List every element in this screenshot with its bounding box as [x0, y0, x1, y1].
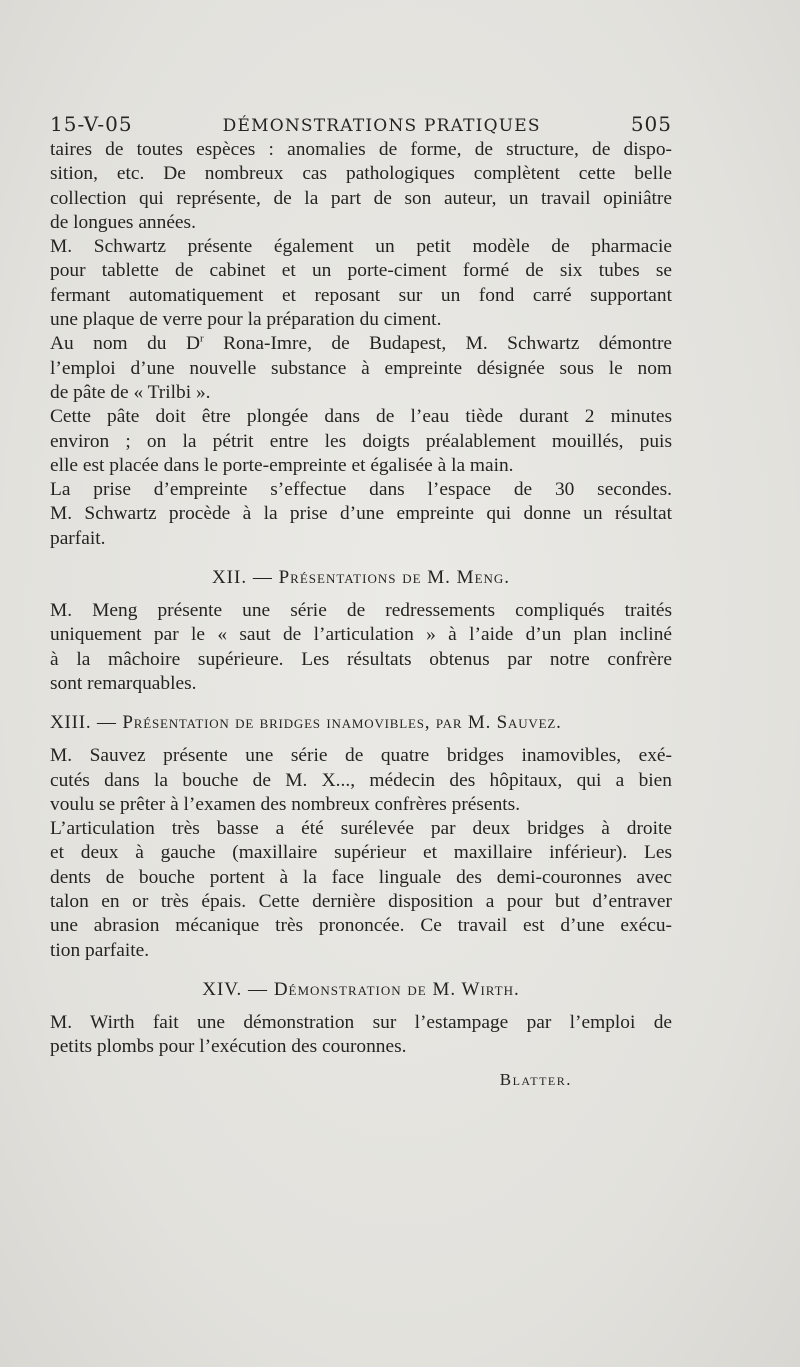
- text-line: environ ; on la pétrit entre les doigts préalablement mouillés, puis: [50, 430, 672, 452]
- text-line: de pâte de « Trilbi ».: [50, 381, 211, 403]
- page-number: 505: [630, 112, 672, 136]
- text-line: petits plombs pour l’exécution des couronnes.: [50, 1036, 407, 1058]
- superscript: r: [199, 332, 204, 345]
- text-line: sont remarquables.: [50, 672, 197, 694]
- heading-title: Présentations de M. Meng.: [278, 567, 511, 589]
- paragraph: [50, 405, 672, 478]
- text-line: une abrasion mécanique très prononcée. Ce travail est d’une exécu-: [50, 915, 672, 937]
- heading-number: XII. —: [211, 567, 279, 589]
- text-line: M. Sauvez présente une série de quatre bridges inamovibles, exé-: [50, 745, 672, 767]
- paragraph: [50, 235, 672, 332]
- text-fragment: Rona-Imre, de Budapest, M. Schwartz démontre: [203, 333, 673, 355]
- running-title: DÉMONSTRATIONS PRATIQUES: [222, 116, 541, 136]
- text-line: parfait.: [50, 527, 106, 549]
- text-line: l’emploi d’une nouvelle substance à empreinte désignée sous le nom: [50, 357, 672, 379]
- section-heading-xiv: [50, 979, 672, 1001]
- text-line: taires de toutes espèces : anomalies de forme, de structure, de dispo-: [50, 139, 672, 160]
- text-line: uniquement par le « saut de l’articulation » à l’aide d’un plan incliné: [50, 624, 672, 646]
- paragraph: [50, 478, 672, 551]
- text-fragment: Au nom du D: [50, 333, 200, 355]
- paragraph: [50, 138, 672, 235]
- author-signature: Blatter.: [499, 1069, 572, 1089]
- text-line: elle est placée dans le porte-empreinte et égalisée à la main.: [50, 454, 514, 476]
- text-line: collection qui représente, de la part de son auteur, un travail opiniâtre: [50, 187, 672, 209]
- text-line: La prise d’empreinte s’effectue dans l’espace de 30 secondes.: [50, 479, 672, 501]
- text-line: et deux à gauche (maxillaire supérieur et maxillaire inférieur). Les: [50, 842, 672, 864]
- text-line: sition, etc. De nombreux cas pathologiques complètent cette belle: [50, 163, 672, 185]
- text-block: [50, 112, 672, 1090]
- heading-title: Présentation de bridges inamovibles, par M. Sauvez.: [122, 712, 562, 734]
- text-line: M. Wirth fait une démonstration sur l’estampage par l’emploi de: [50, 1011, 672, 1033]
- text-line: [50, 332, 672, 356]
- section-heading-xiii: [50, 712, 672, 734]
- page-date: 15-V-05: [50, 112, 133, 136]
- heading-number: XIV. —: [202, 978, 274, 1000]
- text-line: L’articulation très basse a été surélevée par deux bridges à droite: [50, 818, 672, 840]
- text-line: dents de bouche portent à la face linguale des demi-couronnes avec: [50, 866, 672, 888]
- text-line: voulu se prêter à l’examen des nombreux confrères présents.: [50, 793, 521, 815]
- section-heading-xii: [50, 567, 672, 589]
- text-line: M. Schwartz procède à la prise d’une empreinte qui donne un résultat: [50, 503, 672, 525]
- text-line: pour tablette de cabinet et un porte-ciment formé de six tubes se: [50, 260, 672, 282]
- heading-title: Démonstration de M. Wirth.: [273, 978, 520, 1000]
- paragraph: [50, 332, 672, 405]
- text-line: talon en or très épais. Cette dernière disposition a pour but d’entraver: [50, 891, 672, 913]
- paragraph: [50, 817, 672, 963]
- text-line: à la mâchoire supérieure. Les résultats obtenus par notre confrère: [50, 648, 672, 670]
- text-line: cutés dans la bouche de M. X..., médecin des hôpitaux, qui a bien: [50, 769, 672, 791]
- text-line: M. Meng présente une série de redressements compliqués traités: [50, 600, 672, 622]
- text-line: tion parfaite.: [50, 939, 150, 961]
- running-head: [50, 112, 672, 136]
- text-line: fermant automatiquement et reposant sur un fond carré supportant: [50, 284, 672, 306]
- paragraph: [50, 744, 672, 817]
- heading-number: XIII. —: [50, 712, 123, 734]
- paragraph: [50, 599, 672, 696]
- text-line: Cette pâte doit être plongée dans de l’eau tiède durant 2 minutes: [50, 406, 672, 428]
- text-line: M. Schwartz présente également un petit modèle de pharmacie: [50, 236, 672, 258]
- paragraph: [50, 1011, 672, 1060]
- text-line: de longues années.: [50, 211, 196, 233]
- text-line: une plaque de verre pour la préparation du ciment.: [50, 309, 442, 331]
